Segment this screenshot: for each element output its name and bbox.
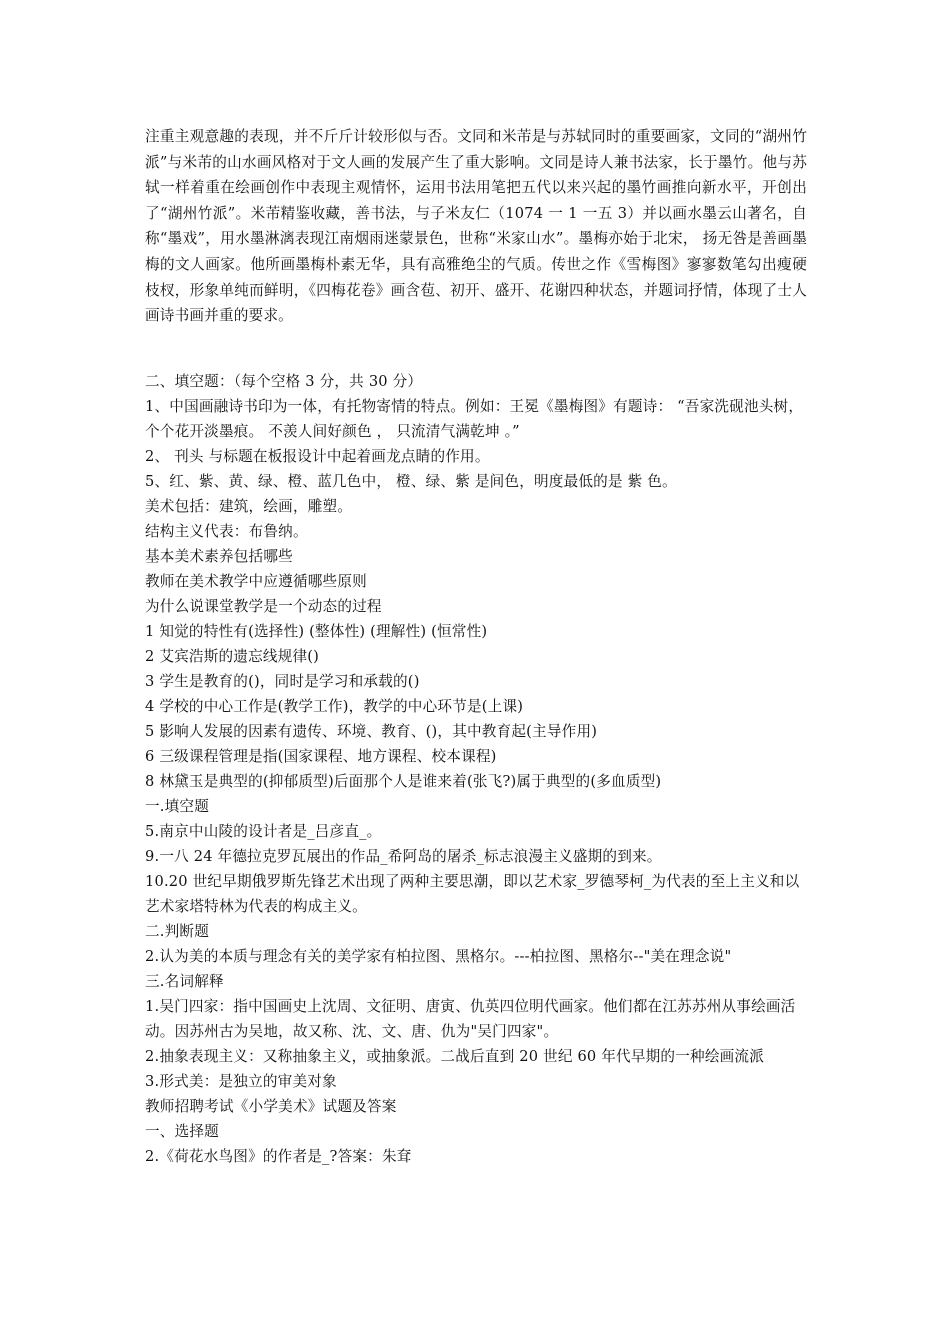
content-lines bbox=[145, 369, 807, 1169]
list-item: 5.南京中山陵的设计者是_吕彦直_。 bbox=[145, 822, 382, 840]
list-item: 4 学校的中心工作是(教学工作)，教学的中心环节是(上课) bbox=[145, 697, 524, 715]
section-heading: 二.判断题 bbox=[145, 922, 210, 940]
document-subtitle: 教师招聘考试《小学美术》试题及答案 bbox=[145, 1097, 397, 1115]
list-item: 2.《荷花水鸟图》的作者是_?答案：朱耷 bbox=[145, 1147, 412, 1165]
list-item: 2.抽象表现主义：又称抽象主义，或抽象派。二战后直到 20 世纪 60 年代早期的一种绘画流派 bbox=[145, 1047, 764, 1065]
section-heading: 一.填空题 bbox=[145, 797, 210, 815]
list-item: 2、 刊头 与标题在板报设计中起着画龙点睛的作用。 bbox=[145, 447, 490, 465]
list-item: 1.吴门四家：指中国画史上沈周、文征明、唐寅、仇英四位明代画家。他们都在江苏苏州从事绘画活动。因苏州古为吴地，故又称、沈、文、唐、仇为"吴门四家"。 bbox=[145, 997, 796, 1040]
list-item: 2.认为美的本质与理念有关的美学家有柏拉图、黑格尔。---柏拉图、黑格尔--"美在理念说" bbox=[145, 947, 732, 965]
section-heading: 三.名词解释 bbox=[145, 972, 224, 990]
list-item: 9.一八 24 年德拉克罗瓦展出的作品_希阿岛的屠杀_标志浪漫主义盛期的到来。 bbox=[145, 847, 662, 865]
section-heading: 一、选择题 bbox=[145, 1122, 219, 1140]
list-item: 美术包括：建筑，绘画，雕塑。 bbox=[145, 497, 353, 515]
section-heading-fill-blank: 二、填空题：（每个空格 3 分，共 30 分） bbox=[145, 372, 423, 390]
intro-paragraph: 注重主观意趣的表现，并不斤斤计较形似与否。文同和米芾是与苏轼同时的重要画家，文同的“湖州竹派”与米芾的山水画风格对于文人画的发展产生了重大影响。文同是诗人兼书法家，长于墨竹。他与苏轼一样着重在绘画创作中表现主观情怀，运用书法用笔把五代以来兴起的墨竹画推向新水平，开创出了“湖州竹派”。米芾精鉴收藏，善书法，与子米友仁（1074 一 1 一五 3）并以画水墨云山著名，自称“墨戏”，用水墨淋漓表现江南烟雨迷蒙景色，世称“米家山水”。墨梅亦始于北宋， 扬无咎是善画墨梅的文人画家。他所画墨梅朴素无华，具有高雅绝尘的气质。传世之作《雪梅图》寥寥数笔勾出瘦硬枝杈，形象单纯而鲜明，《四梅花卷》画含苞、初开、盛开、花谢四种状态，并题词抒情，体现了士人画诗书画并重的要求。 bbox=[145, 128, 807, 325]
section-gap bbox=[145, 329, 807, 369]
list-item: 1 知觉的特性有(选择性) (整体性) (理解性) (恒常性) bbox=[145, 622, 488, 640]
list-item: 10.20 世纪早期俄罗斯先锋艺术出现了两种主要思潮，即以艺术家_罗德琴柯_为代表的至上主义和以艺术家塔特林为代表的构成主义。 bbox=[145, 872, 800, 915]
list-item: 2 艾宾浩斯的遗忘线规律() bbox=[145, 647, 320, 665]
document-page bbox=[145, 124, 807, 1169]
list-item: 为什么说课堂教学是一个动态的过程 bbox=[145, 597, 382, 615]
list-item: 8 林黛玉是典型的(抑郁质型)后面那个人是谁来着(张飞?)属于典型的(多血质型) bbox=[145, 772, 662, 790]
list-item: 3 学生是教育的()，同时是学习和承载的() bbox=[145, 672, 420, 690]
list-item: 基本美术素养包括哪些 bbox=[145, 547, 293, 565]
list-item: 5 影响人发展的因素有遗传、环境、教育、()，其中教育起(主导作用) bbox=[145, 722, 598, 740]
list-item: 3.形式美：是独立的审美对象 bbox=[145, 1072, 337, 1090]
list-item: 5、红、紫、黄、绿、橙、蓝几色中， 橙、绿、紫 是间色，明度最低的是 紫 色。 bbox=[145, 472, 677, 490]
list-item: 1、中国画融诗书印为一体，有托物寄情的特点。例如：王冕《墨梅图》有题诗： “吾家洗砚池头树，个个花开淡墨痕。 不羡人间好颜色 ， 只流清气满乾坤 。” bbox=[145, 397, 804, 440]
list-item: 6 三级课程管理是指(国家课程、地方课程、校本课程) bbox=[145, 747, 497, 765]
list-item: 结构主义代表：布鲁纳。 bbox=[145, 522, 308, 540]
list-item: 教师在美术教学中应遵循哪些原则 bbox=[145, 572, 367, 590]
